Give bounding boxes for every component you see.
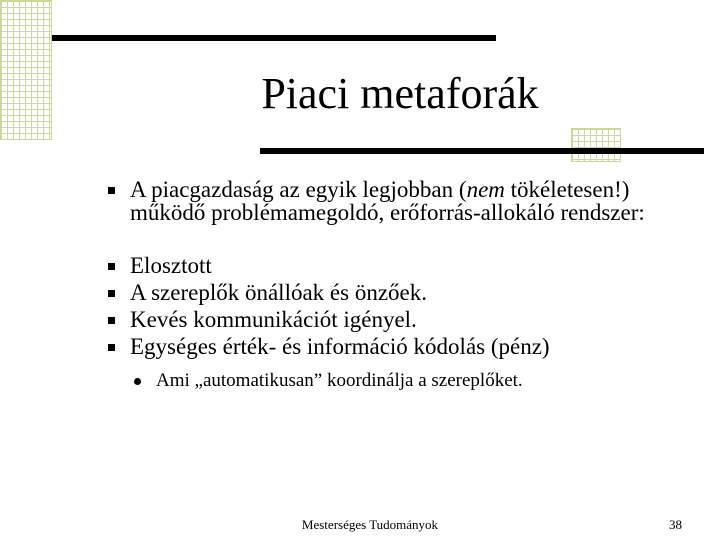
bottom-rule — [260, 148, 704, 154]
round-bullet-icon — [134, 378, 141, 385]
bullet-item — [104, 254, 684, 277]
square-bullet-icon — [108, 187, 115, 194]
bullet-item — [104, 178, 684, 224]
square-bullet-icon — [108, 290, 115, 297]
bullet-text: Egységes érték- és információ kódolás (pénz) — [130, 334, 550, 359]
sub-bullet-item — [104, 370, 684, 392]
grid-decoration-left — [0, 0, 52, 140]
bullet-item — [104, 335, 684, 358]
bullet-text: Kevés kommunikációt igényel. — [130, 307, 417, 332]
page-number: 38 — [669, 517, 682, 532]
top-rule — [52, 35, 496, 41]
bullet-list — [104, 178, 684, 392]
square-bullet-icon — [108, 263, 115, 270]
footer-label: Mesterséges Tudományok — [301, 517, 439, 532]
square-bullet-icon — [108, 317, 115, 324]
bullet-text-post: tökéletesen!) működő problémamegoldó, erőforrás-allokáló rendszer: — [130, 177, 645, 225]
bullet-item — [104, 281, 684, 304]
bullet-text-pre: A piacgazdaság az egyik legjobban ( — [130, 177, 467, 202]
bullet-text: A szereplők önállóak és önzőek. — [130, 280, 427, 305]
sub-bullet-text: Ami „automatikusan” koordinálja a szereplőket. — [156, 370, 523, 391]
grid-decoration-right — [571, 128, 621, 162]
bullet-item — [104, 308, 684, 331]
bullet-text: Elosztott — [130, 253, 212, 278]
square-bullet-icon — [108, 344, 115, 351]
bullet-text-italic: nem — [466, 177, 505, 202]
slide-title: Piaci metaforák — [261, 69, 539, 118]
